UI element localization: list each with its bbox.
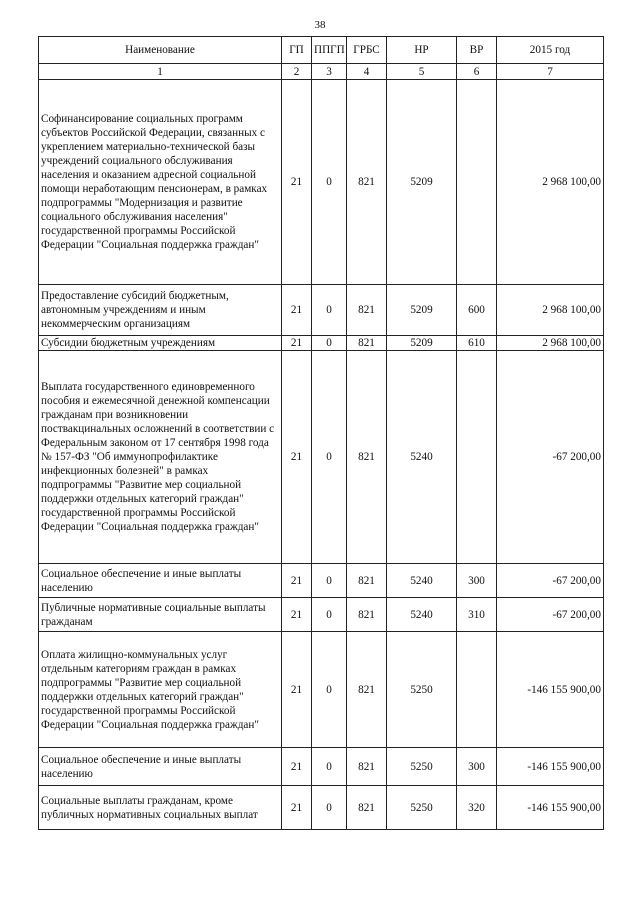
budget-table [38, 36, 604, 830]
row-vr [457, 80, 497, 285]
row-grbs: 821 [347, 80, 387, 285]
row-name: Социальные выплаты гражданам, кроме публичных нормативных социальных выплат [39, 786, 282, 830]
row-amount: -146 155 900,00 [497, 786, 604, 830]
header-vr: ВР [457, 37, 497, 64]
row-vr [457, 351, 497, 564]
row-vr: 600 [457, 285, 497, 336]
table-row [39, 351, 604, 564]
table-row [39, 80, 604, 285]
column-number: 2 [282, 64, 312, 80]
row-name: Оплата жилищно-коммунальных услуг отдельным категориям граждан в рамках подпрограммы "Развитие мер социальной поддержки отдельных категорий граждан" государственной программы Российской Федерации "Социальная поддержка граждан" [39, 632, 282, 748]
row-ppgp: 0 [312, 80, 347, 285]
row-name: Социальное обеспечение и иные выплаты населению [39, 564, 282, 598]
row-amount: 2 968 100,00 [497, 80, 604, 285]
row-vr: 300 [457, 564, 497, 598]
table-row [39, 564, 604, 598]
row-gp: 21 [282, 564, 312, 598]
row-ppgp: 0 [312, 632, 347, 748]
header-nr: НР [387, 37, 457, 64]
row-amount: -146 155 900,00 [497, 632, 604, 748]
row-amount: 2 968 100,00 [497, 336, 604, 351]
row-ppgp: 0 [312, 598, 347, 632]
column-number: 4 [347, 64, 387, 80]
row-amount: 2 968 100,00 [497, 285, 604, 336]
row-nr: 5240 [387, 598, 457, 632]
header-name: Наименование [39, 37, 282, 64]
row-gp: 21 [282, 80, 312, 285]
row-name: Социальное обеспечение и иные выплаты населению [39, 748, 282, 786]
row-nr: 5250 [387, 632, 457, 748]
row-ppgp: 0 [312, 351, 347, 564]
row-name: Публичные нормативные социальные выплаты гражданам [39, 598, 282, 632]
row-grbs: 821 [347, 564, 387, 598]
table-row [39, 748, 604, 786]
row-vr: 300 [457, 748, 497, 786]
row-grbs: 821 [347, 351, 387, 564]
row-gp: 21 [282, 632, 312, 748]
row-grbs: 821 [347, 598, 387, 632]
row-nr: 5240 [387, 351, 457, 564]
column-number: 3 [312, 64, 347, 80]
row-amount: -146 155 900,00 [497, 748, 604, 786]
row-name: Выплата государственного единовременного пособия и ежемесячной денежной компенсации гражданам при возникновении поствакцинальных осложнений в соответствии с Федеральным законом от 17 сентября 1998 года № 157-ФЗ "Об иммунопрофилактике инфекционных болезней" в рамках подпрограммы "Развитие мер социальной поддержки отдельных категорий граждан" государственной программы Российской Федерации "Социальная поддержка граждан" [39, 351, 282, 564]
column-number: 5 [387, 64, 457, 80]
row-amount: -67 200,00 [497, 564, 604, 598]
table-row [39, 285, 604, 336]
row-amount: -67 200,00 [497, 598, 604, 632]
row-ppgp: 0 [312, 564, 347, 598]
row-gp: 21 [282, 748, 312, 786]
row-grbs: 821 [347, 786, 387, 830]
table-row [39, 632, 604, 748]
row-gp: 21 [282, 351, 312, 564]
row-vr [457, 632, 497, 748]
row-grbs: 821 [347, 748, 387, 786]
row-nr: 5209 [387, 80, 457, 285]
row-gp: 21 [282, 285, 312, 336]
row-vr: 610 [457, 336, 497, 351]
header-gp: ГП [282, 37, 312, 64]
row-ppgp: 0 [312, 336, 347, 351]
row-grbs: 821 [347, 285, 387, 336]
row-gp: 21 [282, 786, 312, 830]
row-nr: 5240 [387, 564, 457, 598]
row-grbs: 821 [347, 336, 387, 351]
row-name: Предоставление субсидий бюджетным, автономным учреждениям и иным некоммерческим организациям [39, 285, 282, 336]
row-name: Софинансирование социальных программ субъектов Российской Федерации, связанных с укреплением материально-технической базы учреждений социального обслуживания населения и оказанием адресной социальной помощи неработающим пенсионерам, в рамках подпрограммы "Модернизация и развитие социального обслуживания населения" государственной программы Российской Федерации "Социальная поддержка граждан" [39, 80, 282, 285]
row-gp: 21 [282, 336, 312, 351]
page-number: 38 [314, 19, 326, 31]
row-name: Субсидии бюджетным учреждениям [39, 336, 282, 351]
row-ppgp: 0 [312, 748, 347, 786]
header-row [39, 37, 604, 64]
row-vr: 310 [457, 598, 497, 632]
header-grbs: ГРБС [347, 37, 387, 64]
header-year: 2015 год [497, 37, 604, 64]
row-amount: -67 200,00 [497, 351, 604, 564]
row-vr: 320 [457, 786, 497, 830]
row-gp: 21 [282, 598, 312, 632]
table-row [39, 598, 604, 632]
column-number: 7 [497, 64, 604, 80]
row-grbs: 821 [347, 632, 387, 748]
row-nr: 5250 [387, 786, 457, 830]
column-number: 1 [39, 64, 282, 80]
table-row [39, 786, 604, 830]
row-ppgp: 0 [312, 786, 347, 830]
row-nr: 5209 [387, 285, 457, 336]
row-nr: 5209 [387, 336, 457, 351]
row-ppgp: 0 [312, 285, 347, 336]
row-nr: 5250 [387, 748, 457, 786]
column-number-row [39, 64, 604, 80]
column-number: 6 [457, 64, 497, 80]
header-ppgp: ППГП [312, 37, 347, 64]
table-row [39, 336, 604, 351]
